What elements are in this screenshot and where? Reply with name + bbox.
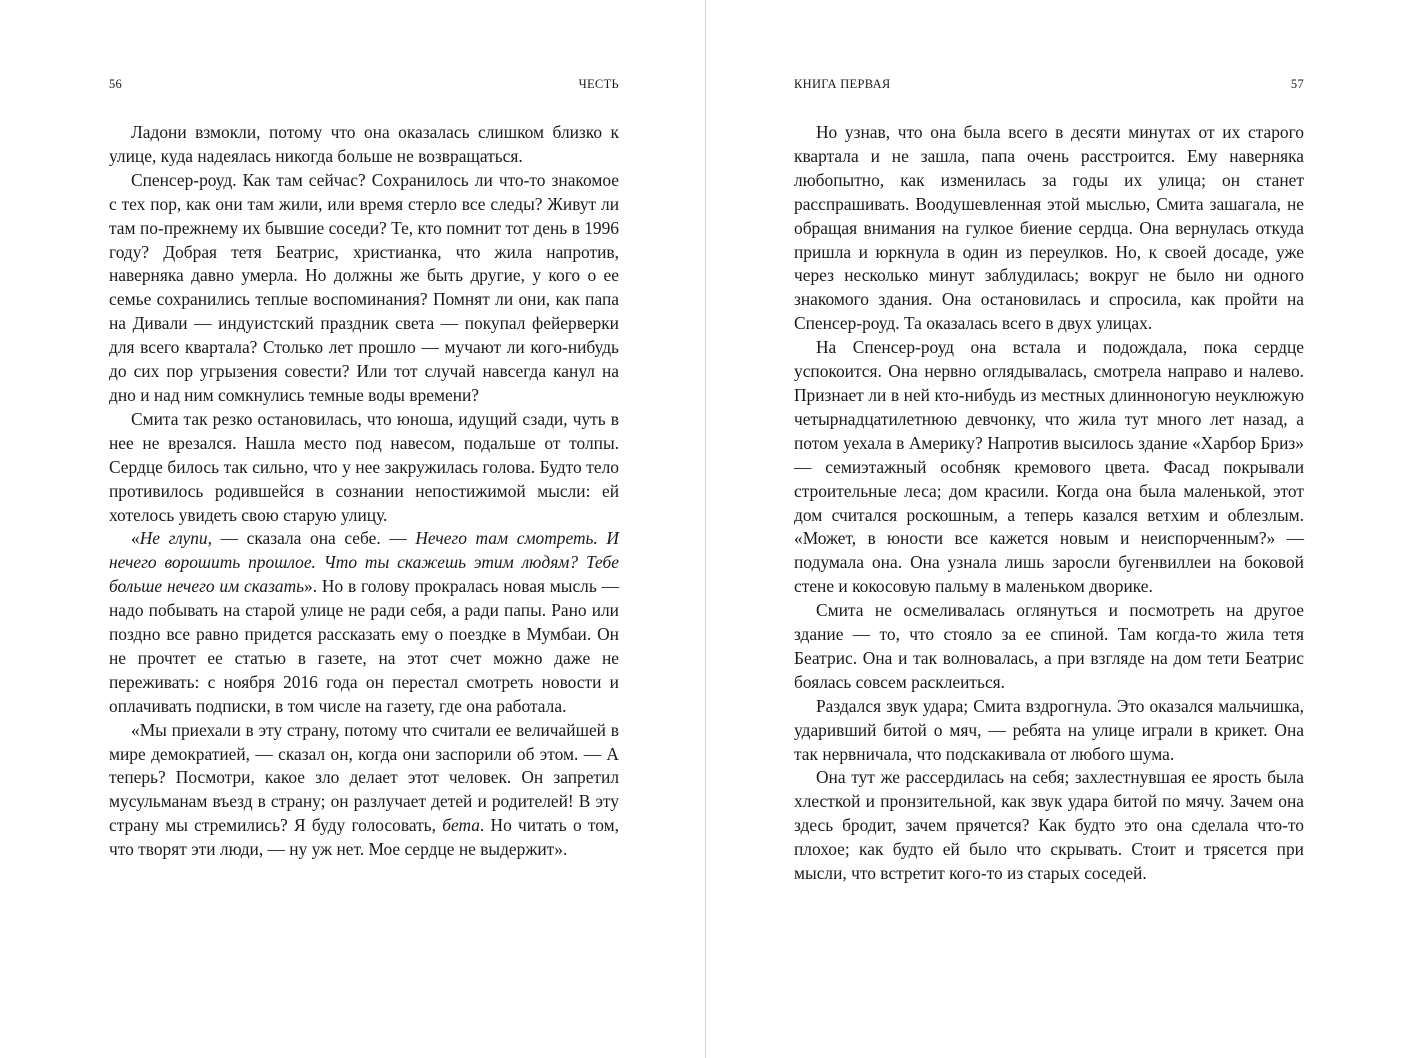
text-run: Спенсер-роуд. Как там сейчас? Сохранилось ли что-то знакомое с тех пор, как они там жили, или время стерло все следы? Живут ли там по-прежнему их бывшие соседи? Те, кто помнит тот день в 1996 году? Добрая тетя Беатрис, христианка, что жила напротив, наверняка давно умерла. Но должны же быть другие, у кого о ее семье сохранились теплые воспоминания? Помнят ли они, как папа на Дивали — индуистский праздник света — покупал фейерверки для всего квартала? Столько лет прошло — мучают ли кого-нибудь до сих пор угрызения совести? Или тот случай навсегда канул на дно и над ним сомкнулись темные воды времени? [109,169,619,405]
right-body-text [794,121,1304,886]
text-run: — сказала она себе. — [220,528,416,549]
page-gutter [705,0,706,1058]
paragraph [794,695,1304,767]
paragraph [109,527,619,718]
paragraph [109,408,619,528]
italic-text-run: Не глупи, [139,528,221,549]
paragraph [794,336,1304,599]
left-page [109,0,619,1058]
right-running-head [794,77,1304,95]
left-running-title: ЧЕСТЬ [578,77,619,91]
text-run: На Спенсер-роуд она встала и подождала, пока сердце успокоится. Она нервно оглядывалась, смотрела направо и налево. Признает ли в ней кто-нибудь из местных длинноногую неуклюжую четырнадцатилетнюю девчонку, что жила тут много лет назад, а потом уехала в Америку? Напротив высилось здание «Харбор Бриз» — семиэтажный особняк кремового цвета. Фасад покрывали строительные леса; дом красили. Когда она была маленькой, этот дом считался роскошным, а теперь казался ветхим и облезлым. «Может, в юности все кажется новым и неиспорченным?» — подумала она. Она узнала лишь заросли бугенвиллеи на боковой стене и кокосовую пальму в маленьком дворике. [794,337,1304,597]
right-page [794,0,1304,1058]
left-page-number: 56 [109,77,123,91]
italic-text-run: Нечего там смотреть. И нечего ворошить прошлое. Что ты скажешь этим людям? Тебе больше нечего им сказать [109,528,619,597]
text-run: Раздался звук удара; Смита вздрогнула. Это оказался мальчишка, ударивший битой о мяч, — ребята на улице играли в крикет. Она так нервничала, что подскакивала от любого шума. [794,695,1304,764]
text-run: « [131,528,140,549]
left-body-text [109,121,619,862]
right-running-title: КНИГА ПЕРВАЯ [794,77,891,91]
paragraph [794,766,1304,886]
text-run: Смита не осмеливалась оглянуться и посмотреть на другое здание — то, что стояло за ее спиной. Там когда-то жила тетя Беатрис. Она и так волновалась, а при взгляде на дом тети Беатрис боялась совсем расклеиться. [794,600,1304,692]
paragraph [794,599,1304,695]
paragraph [109,169,619,408]
text-run: Ладони взмокли, потому что она оказалась слишком близко к улице, куда надеялась никогда больше не возвращаться. [109,122,619,166]
paragraph [109,121,619,169]
paragraph [794,121,1304,336]
right-page-number: 57 [1290,77,1304,91]
text-run: Но узнав, что она была всего в десяти минутах от их старого квартала и не зашла, папа очень расстроится. Ему наверняка любопытно, как изменилась за годы их улица; он станет расспрашивать. Воодушевленная этой мыслью, Смита зашагала, не обращая внимания на гулкое биение сердца. Она вернулась откуда пришла и юркнула в один из переулков. Но, к своей досаде, уже через несколько минут заблудилась; вокруг не было ни одного знакомого здания. Она остановилась и спросила, как пройти на Спенсер-роуд. Та оказалась всего в двух улицах. [794,122,1304,334]
left-running-head [109,77,619,95]
text-run: Смита так резко остановилась, что юноша, идущий сзади, чуть в нее не врезался. Нашла место под навесом, подальше от толпы. Сердце билось так сильно, что у нее закружилась голова. Будто тело противилось родившейся в сознании непостижимой мысли: ей хотелось увидеть свою старую улицу. [109,408,619,525]
text-run: «Мы приехали в эту страну, потому что считали ее величайшей в мире демократией, — сказал он, когда они заспорили об этом. — А теперь? Посмотри, какое зло делает этот человек. Он запретил мусульманам въезд в страну; он разлучает детей и родителей! В эту страну мы стремились? Я буду голосовать, [109,719,619,836]
paragraph [109,719,619,862]
italic-text-run: бета [442,815,480,836]
text-run: ». Но в голову прокралась новая мысль — надо побывать на старой улице не ради себя, а ради папы. Рано или поздно все равно придется рассказать ему о поездке в Мумбаи. Он не прочтет ее статью в газете, на этот счет можно даже не переживать: с ноября 2016 года он перестал смотреть новости и оплачивать подписки, в том числе на газету, где она работала. [109,576,619,716]
text-run: Она тут же рассердилась на себя; захлестнувшая ее ярость была хлесткой и пронзительной, как звук удара битой по мячу. Зачем она здесь бродит, зачем прячется? Как будто это она сделала что-то плохое; как будто ей было что скрывать. Стоит и трясется при мысли, что встретит кого-то из старых соседей. [794,767,1304,884]
text-run: . Но читать о том, что творят эти люди, — ну уж нет. Мое сердце не выдержит». [109,815,619,860]
